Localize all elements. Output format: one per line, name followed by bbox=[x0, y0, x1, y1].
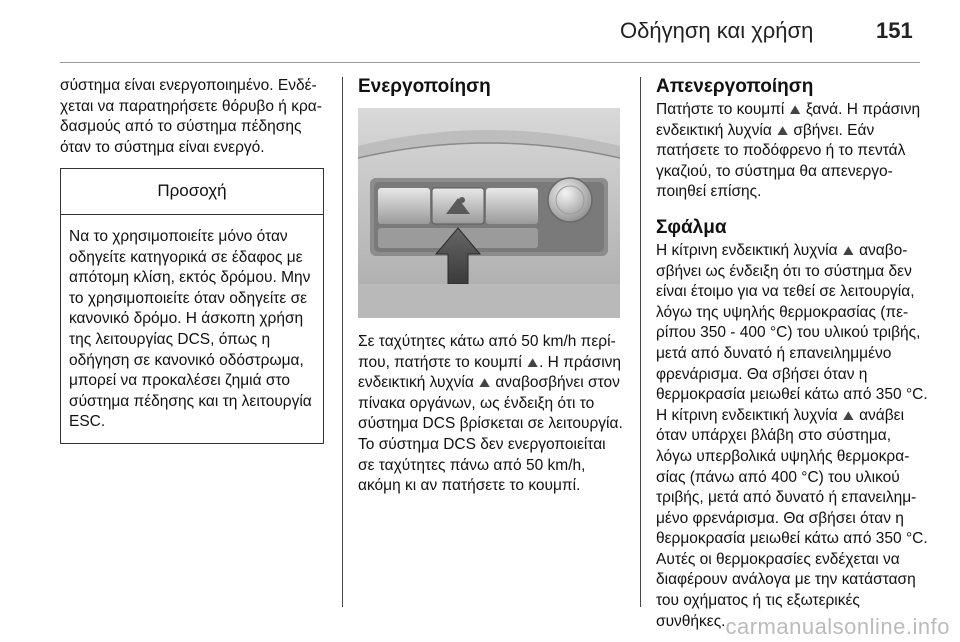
dashboard-button-illustration bbox=[358, 108, 620, 318]
header-divider bbox=[60, 62, 920, 63]
column-divider-2 bbox=[640, 77, 641, 607]
deactivation-heading: Απενεργοποίηση bbox=[656, 76, 814, 97]
hill-descent-icon: ⛰ bbox=[527, 354, 539, 370]
column-divider-1 bbox=[342, 77, 343, 607]
column-3 bbox=[656, 76, 928, 632]
watermark: carmanualsonline.info bbox=[725, 614, 950, 639]
hill-descent-icon: ⛰ bbox=[777, 122, 789, 138]
page-number: 151 bbox=[876, 18, 913, 43]
fault-text-2b: ανάβει όταν υπάρχει βλάβη στο σύστημα, λόγω υπερβολικά υψηλής θερμοκρασίας (πάνω από 400 °C) του υλικού τριβής, μετά από δυνατό ή επανειλημμένο φρενάρισμα. Θα σβήσει όταν η θερμοκρασία μειωθεί κάτω από 350 °C. Αυτές οι θερμοκρασίες ενδέχεται να διαφέρουν ανάλογα με την κατάσταση του οχήματος ή τις εξωτερικές συνθήκες. bbox=[656, 406, 928, 630]
column-2 bbox=[358, 76, 626, 497]
warning-body: Να το χρησιμοποιείτε μόνο όταν οδηγείτε κατηγορικά σε έδαφος με απότομη κλίση, εκτός δρόμου. Μην το χρησιμοποιείτε όταν οδηγείτε σε κανονικό δρόμο. Η άσκοπη χρήση της λειτουργίας DCS, όπως η οδήγηση σε κανονικό οδόστρωμα, μπορεί να προκαλέσει ζημιά στο σύστημα πέδησης και τη λειτουργία ESC. bbox=[69, 227, 312, 431]
deactivation-paragraph bbox=[656, 100, 928, 203]
intro-paragraph: σύστημα είναι ενεργοποιημένο. Ενδέχεται να παρατηρήσετε θόρυβο ή κραδασμούς από το σύστημα πέδησης όταν το σύστημα είναι ενεργό. bbox=[60, 77, 322, 156]
fault-text-1a: Η κίτρινη ενδεικτική λυχνία bbox=[656, 241, 842, 259]
warning-box bbox=[60, 168, 324, 444]
hill-descent-icon: ⛰ bbox=[789, 102, 801, 117]
hill-descent-icon: ⛰ bbox=[842, 407, 854, 423]
hill-descent-icon: ⛰ bbox=[842, 242, 854, 258]
deactivation-text-1: Πατήστε το κουμπί bbox=[656, 101, 789, 118]
activation-text-2: . Η πράσινη ενδεικτική λυχνία bbox=[358, 353, 622, 392]
activation-paragraph bbox=[358, 332, 626, 497]
activation-text-3: αναβοσβήνει στον πίνακα οργάνων, ως ένδειξη ότι το σύστημα DCS βρίσκεται σε λειτουργία. Το σύστημα DCS δεν ενεργοποιείται σε ταχύτητες πάνω από 50 km/h, ακόμη κι αν πατήσετε το κουμπί. bbox=[358, 374, 623, 495]
column-1 bbox=[60, 76, 328, 444]
hill-descent-icon: ⛰ bbox=[479, 375, 491, 391]
deactivation-text-2: ξανά. Η πράσινη ενδεικτική λυχνία bbox=[656, 101, 921, 139]
fault-heading: Σφάλμα bbox=[656, 216, 727, 238]
fault-text-1b: αναβοσβήνει ως ένδειξη ότι το σύστημα δεν είναι έτοιμο για να τεθεί σε λειτουργία, λόγω της υψηλής θερμοκρασίας (περίπου 350 - 400 °C) του υλικού τριβής, μετά από δυνατό ή επανειλημμένο φρενάρισμα. Θα σβήσει όταν η θερμοκρασία μειωθεί κάτω από 350 °C. bbox=[656, 241, 928, 404]
fault-text-2a: Η κίτρινη ενδεικτική λυχνία bbox=[656, 406, 842, 424]
dashboard-illustration-svg bbox=[358, 108, 620, 318]
warning-title: Προσοχή bbox=[61, 169, 323, 215]
fault-paragraph-1 bbox=[656, 241, 928, 406]
deactivation-text-3: σβήνει. Εάν πατήσετε το ποδόφρενο ή το πεντάλ γκαζιού, το σύστημα θα απενεργοποιηθεί επίσης. bbox=[656, 121, 906, 201]
activation-heading: Ενεργοποίηση bbox=[358, 76, 491, 97]
activation-text-1: Σε ταχύτητες κάτω από 50 km/h περίπου, πατήστε το κουμπί bbox=[358, 333, 616, 371]
header-title: Οδήγηση και χρήση bbox=[620, 18, 814, 43]
fault-paragraph-2 bbox=[656, 406, 928, 633]
